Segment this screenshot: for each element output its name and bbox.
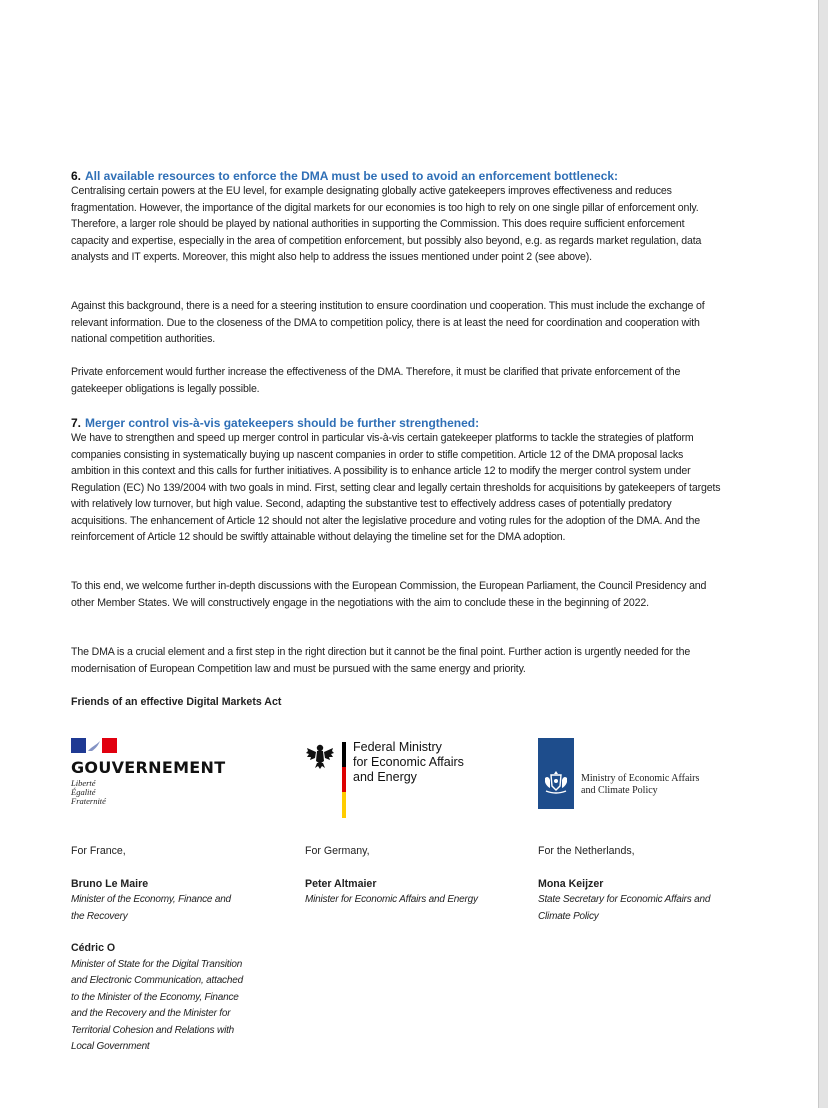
signatory-role: Minister for Economic Affairs and Energy: [305, 894, 478, 905]
paragraph: Against this background, there is a need for a steering institution to ensure coordination und cooperation. This must include the exchange of relevant information. Due to the closeness of the DMA to competition policy, there is at least the need for coordination and cooperation with national competition authorities.: [71, 300, 705, 345]
section-6-body-2: [71, 298, 721, 348]
dutch-coat-of-arms-icon: [538, 738, 574, 809]
section-title: All available resources to enforce the DMA must be used to avoid an enforcement bottleneck:: [85, 169, 619, 183]
signoff: Friends of an effective Digital Markets Act: [71, 696, 282, 708]
paragraph: Centralising certain powers at the EU level, for example designating globally active gatekeepers improves effectiveness and reduces fragmentation. However, the importance of the digital markets for our economies is too high to rely on one single pillar of enforcement only. Therefore, a larger role should be played by national authorities in supporting the Commission. This does require sufficient enforcement capacity and expertise, especially in the area of competition enforcement, but possibly also beyond, e.g. as regards market regulation, data analysts and IT experts. Moreover, this might also help to address the issues mentioned under point 2 (see above).: [71, 185, 702, 263]
section-6-body: [71, 183, 721, 266]
signatory-name: Bruno Le Maire: [71, 877, 149, 890]
dutch-ministry-logo: [538, 738, 738, 810]
section-number: 7.: [71, 416, 82, 430]
german-ministry-logo: [305, 740, 485, 820]
section-7-heading: [71, 415, 751, 431]
section-6-body-3: [71, 364, 721, 397]
german-flag-bar: [342, 742, 346, 818]
section-7-body-2: [71, 578, 721, 611]
federal-eagle-icon: [305, 740, 335, 770]
gouvernement-wordmark: GOUVERNEMENT: [71, 758, 226, 777]
paragraph: Private enforcement would further increase the effectiveness of the DMA. Therefore, it must be clarified that private enforcement of the gatekeeper obligations is legally possible.: [71, 366, 681, 395]
french-government-logo: [71, 738, 231, 818]
signatory-role: Minister of the Economy, Finance and the Recovery: [71, 894, 231, 922]
section-title: Merger control vis-à-vis gatekeepers should be further strengthened:: [85, 416, 480, 430]
paragraph: We have to strengthen and speed up merger control in particular vis-à-vis certain gatekeeper platforms to tackle the strategies of platform companies consisting in systematically buying up nascent companies in order to stifle competition. Article 12 of the DMA proposal lacks ambition in this context and this calls for further initiatives. A possibility is to enhance article 12 to modify the merger control system under Regulation (EC) No 139/2004 with two goals in mind. First, setting clear and legally certain thresholds for acquisitions by gatekeepers of targets with relatively low turnover, but high value. Second, adapting the substantive test to effectively address cases of potentially predatory acquisitions. The enhancement of Article 12 should not alter the legislative procedure and voting rules for the adoption of the DMA. And the reinforcement of Article 12 should be swiftly attainable without delaying the timeline set for the DMA adoption.: [71, 432, 721, 543]
signatory-role: State Secretary for Economic Affairs and Climate Policy: [538, 894, 711, 922]
dutch-ministry-name: Ministry of Economic Affairs and Climate Policy: [581, 773, 700, 796]
section-7-body-3: [71, 644, 721, 677]
for-label: For the Netherlands,: [538, 845, 635, 857]
french-flag-icon: [71, 738, 117, 753]
signatory-netherlands: [538, 843, 758, 925]
for-label: For France,: [71, 845, 126, 857]
section-6-heading: [71, 168, 751, 184]
signatory-name: Peter Altmaier: [305, 877, 377, 890]
section-7-body: [71, 430, 721, 546]
signatory-france: [71, 843, 291, 1056]
german-ministry-name: Federal Ministry for Economic Affairs and Energy: [353, 740, 464, 784]
signatory-name: Mona Keijzer: [538, 877, 604, 890]
signatory-germany: [305, 843, 525, 909]
french-motto: Liberté Égalité Fraternité: [71, 778, 106, 806]
section-number: 6.: [71, 169, 82, 183]
paragraph: The DMA is a crucial element and a first step in the right direction but it cannot be the final point. Further action is urgently needed for the modernisation of European Competition law and must be pursued with the same energy and priority.: [71, 646, 691, 675]
for-label: For Germany,: [305, 845, 370, 857]
signatory-role: Minister of State for the Digital Transition and Electronic Communication, attached to the Minister of the Economy, Finance and the Recovery and the Minister for Territorial Cohesion and Relations with Local Government: [71, 958, 243, 1052]
signatory-name: Cédric O: [71, 942, 116, 954]
paragraph: To this end, we welcome further in-depth discussions with the European Commission, the European Parliament, the Council Presidency and other Member States. We will constructively engage in the negotiations with the aim to conclude these in the beginning of 2022.: [71, 580, 707, 609]
